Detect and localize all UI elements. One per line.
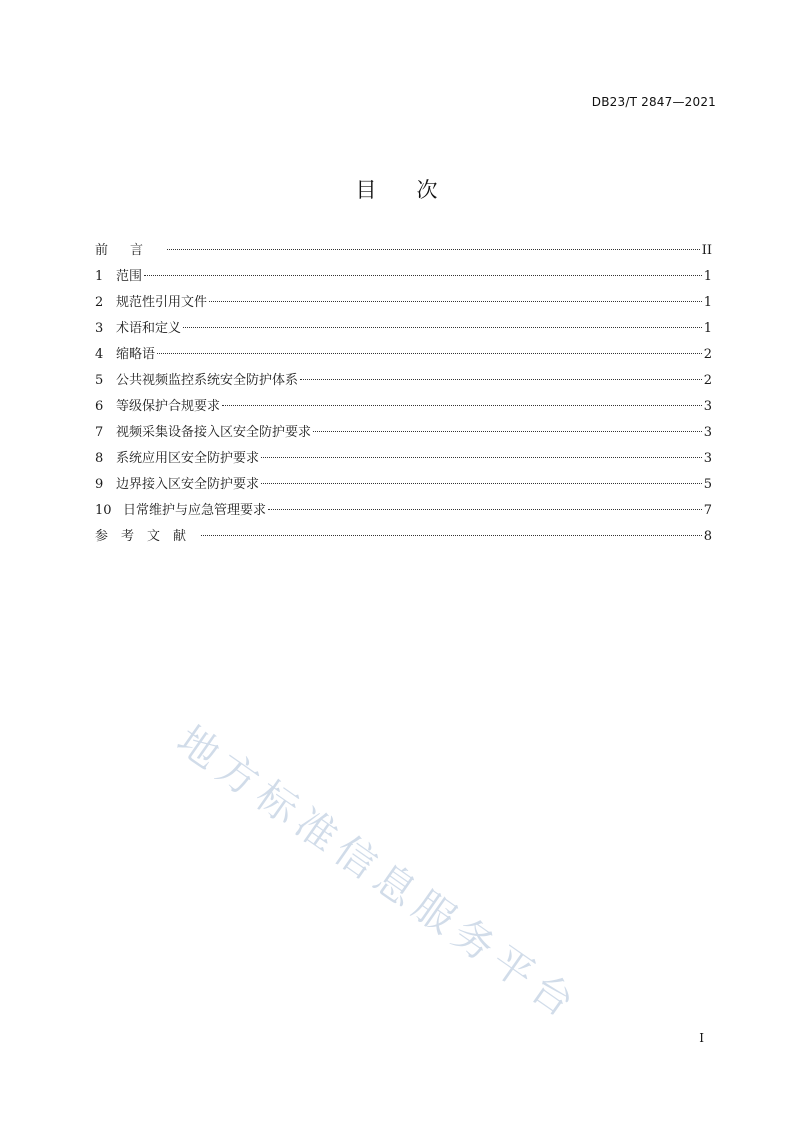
toc-entry-page: 7: [703, 503, 712, 518]
toc-entry-label: 参考文献: [95, 529, 200, 544]
watermark: 地方标准信息服务平台: [168, 717, 589, 1031]
toc-entry-label: 术语和定义: [116, 321, 182, 336]
page-title: [0, 174, 793, 204]
dot-leader: [261, 483, 702, 484]
toc-entry-foreword[interactable]: [95, 238, 712, 264]
toc-entry-page: 1: [703, 295, 712, 310]
table-of-contents: [95, 238, 712, 550]
toc-entry[interactable]: [95, 498, 712, 524]
toc-entry[interactable]: [95, 420, 712, 446]
toc-entry-number: 1: [95, 269, 104, 284]
toc-entry[interactable]: [95, 316, 712, 342]
dot-leader: [261, 457, 702, 458]
toc-entry[interactable]: [95, 472, 712, 498]
document-code: DB23/T 2847—2021: [591, 95, 716, 109]
toc-entry-label: 视频采集设备接入区安全防护要求: [116, 425, 312, 440]
toc-entry-page: 2: [703, 373, 712, 388]
toc-entry-page: 8: [703, 529, 712, 544]
toc-entry-number: 6: [95, 399, 104, 414]
dot-leader: [183, 327, 702, 328]
toc-entry-page: 2: [703, 347, 712, 362]
toc-entry-number: 7: [95, 425, 104, 440]
dot-leader: [209, 301, 702, 302]
toc-entry-number: 4: [95, 347, 104, 362]
toc-entry-number: 8: [95, 451, 104, 466]
toc-entry-label: 日常维护与应急管理要求: [123, 503, 267, 518]
toc-entry-page: 3: [703, 399, 712, 414]
toc-entry-label: 边界接入区安全防护要求: [116, 477, 260, 492]
title-char-left: 目: [355, 178, 377, 202]
toc-entry-label: 系统应用区安全防护要求: [116, 451, 260, 466]
toc-entry-references[interactable]: [95, 524, 712, 550]
toc-entry-label: 等级保护合规要求: [116, 399, 221, 414]
dot-leader: [300, 379, 702, 380]
toc-entry-page: 3: [703, 425, 712, 440]
dot-leader: [201, 535, 702, 536]
toc-entry-label: 范围: [116, 269, 143, 284]
toc-entry[interactable]: [95, 368, 712, 394]
toc-entry-label: 公共视频监控系统安全防护体系: [116, 373, 299, 388]
toc-entry-number: 5: [95, 373, 104, 388]
dot-leader: [268, 509, 702, 510]
toc-entry[interactable]: [95, 264, 712, 290]
dot-leader: [222, 405, 702, 406]
toc-entry-page: 1: [703, 321, 712, 336]
dot-leader: [313, 431, 702, 432]
toc-entry-number: 9: [95, 477, 104, 492]
toc-entry[interactable]: [95, 446, 712, 472]
toc-entry-label: 缩略语: [116, 347, 156, 362]
toc-entry-label: 前言: [95, 243, 166, 258]
dot-leader: [144, 275, 702, 276]
page-number: I: [699, 1031, 704, 1045]
dot-leader: [167, 249, 700, 250]
toc-entry-page: 5: [703, 477, 712, 492]
dot-leader: [157, 353, 702, 354]
toc-entry-page: 3: [703, 451, 712, 466]
toc-entry-page: II: [701, 243, 712, 258]
title-char-right: 次: [416, 178, 438, 202]
toc-entry-page: 1: [703, 269, 712, 284]
toc-entry-number: 10: [95, 503, 112, 518]
toc-entry[interactable]: [95, 394, 712, 420]
toc-entry[interactable]: [95, 290, 712, 316]
toc-entry[interactable]: [95, 342, 712, 368]
toc-entry-label: 规范性引用文件: [116, 295, 208, 310]
toc-entry-number: 2: [95, 295, 104, 310]
toc-entry-number: 3: [95, 321, 104, 336]
